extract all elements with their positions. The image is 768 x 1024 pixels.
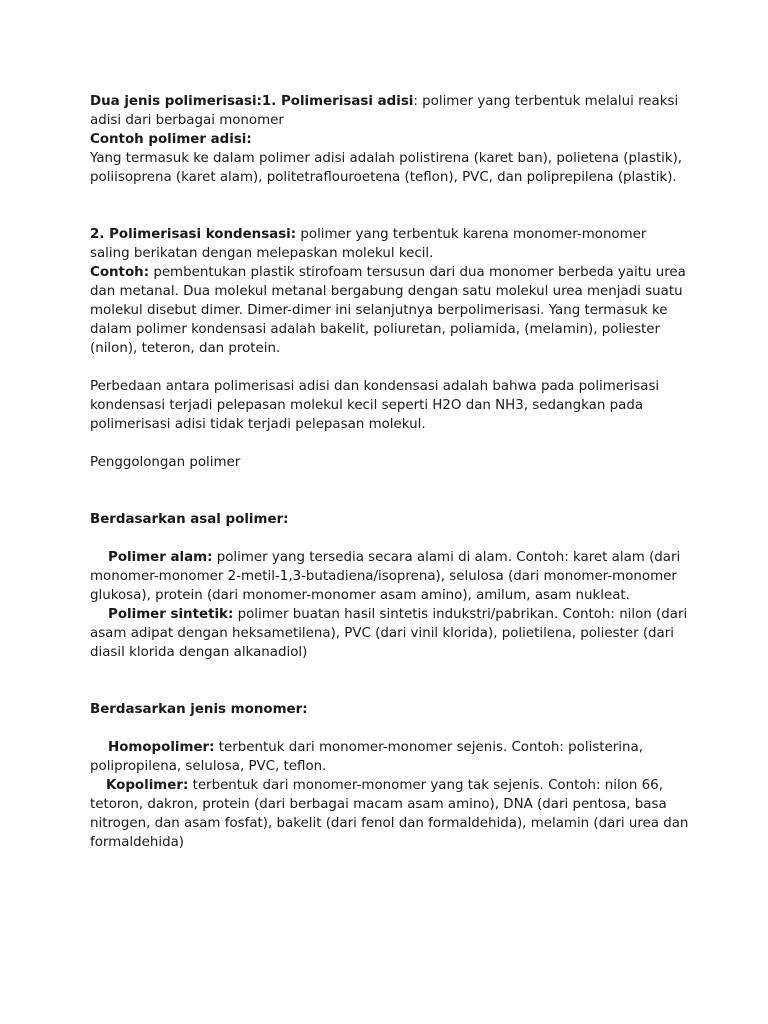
heading-berdasarkan-asal (90, 510, 690, 529)
heading-dua-jenis-polimerisasi: Dua jenis polimerisasi:1. Polimerisasi adisi (90, 94, 414, 109)
paragraph-homopolimer (90, 738, 690, 776)
paragraph-polimer-alam (90, 548, 690, 605)
spacer (90, 472, 690, 510)
spacer (90, 719, 690, 738)
label-polimer-alam: Polimer alam: (108, 550, 213, 565)
paragraph-contoh-adisi: Yang termasuk ke dalam polimer adisi adalah polistirena (karet ban), polietena (plastik), poliisoprena (karet alam), politetraflouroetena (teflon), PVC, dan poliprepilena (plastik). (90, 151, 687, 185)
spacer (90, 434, 690, 453)
heading-asal-text: Berdasarkan asal polimer: (90, 512, 289, 527)
paragraph-polimerisasi-adisi (90, 92, 690, 130)
spacer (90, 358, 690, 377)
paragraph-polimer-sintetik (90, 605, 690, 662)
heading-polimerisasi-kondensasi: 2. Polimerisasi kondensasi: (90, 227, 297, 242)
label-homopolimer: Homopolimer: (108, 740, 215, 755)
homopolimer-text: terbentuk dari monomer-monomer sejenis. Contoh: polisterina, polipropilena, selulosa, PVC, teflon. (90, 740, 648, 774)
polimer-sintetik-text: polimer buatan hasil sintetis indukstri/pabrikan. Contoh: nilon (dari asam adipat dengan heksametilena), PVC (dari vinil klorida), polietilena, poliester (dari diasil klorida dengan alkanadiol) (90, 607, 692, 660)
heading-berdasarkan-jenis-monomer (90, 700, 690, 719)
spacer (90, 529, 690, 548)
document-page (90, 92, 693, 852)
heading-contoh-polimer-adisi: Contoh polimer adisi: (90, 132, 252, 147)
heading-jenis-monomer-text: Berdasarkan jenis monomer: (90, 702, 308, 717)
paragraph-penggolongan: Penggolongan polimer (90, 455, 241, 470)
paragraph-polimerisasi-kondensasi (90, 225, 690, 263)
label-polimer-sintetik: Polimer sintetik: (108, 607, 234, 622)
paragraph-contoh-adisi-heading (90, 130, 690, 149)
spacer (90, 662, 690, 700)
polimer-alam-text: polimer yang tersedia secara alami di alam. Contoh: karet alam (dari monomer-monomer 2-metil-1,3-butadiena/isoprena), selulosa (dari monomer-monomer glukosa), protein (dari monomer-monomer asam amino), amilum, asam nukleat. (90, 550, 685, 603)
definition-kondensasi: polimer yang terbentuk karena monomer-monomer saling berikatan dengan melepaskan molekul kecil. (90, 227, 651, 261)
label-kopolimer: Kopolimer: (106, 778, 189, 793)
contoh-kondensasi-text: pembentukan plastik stirofoam tersusun dari dua monomer berbeda yaitu urea dan metanal. Dua molekul metanal bergabung dengan satu molekul urea menjadi suatu molekul disebut dimer. Dimer-dimer ini selanjutnya berpolimerisasi. Yang termasuk ke dalam polimer kondensasi adalah bakelit, poliuretan, poliamida, (melamin), poliester (nilon), teteron, dan protein. (90, 265, 691, 356)
definition-adisi: : polimer yang terbentuk melalui reaksi adisi dari berbagai monomer (90, 94, 683, 128)
spacer (90, 187, 690, 225)
paragraph-kopolimer (90, 776, 693, 852)
label-contoh: Contoh: (90, 265, 150, 280)
paragraph-perbedaan: Perbedaan antara polimerisasi adisi dan kondensasi adalah bahwa pada polimerisasi kondensasi terjadi pelepasan molekul kecil seperti H2O dan NH3, sedangkan pada polimerisasi adisi tidak terjadi pelepasan molekul. (90, 379, 664, 432)
paragraph-contoh-kondensasi (90, 263, 690, 358)
kopolimer-text: terbentuk dari monomer-monomer yang tak sejenis. Contoh: nilon 66, tetoron, dakron, protein (dari berbagai macam asam amino), DNA (dari pentosa, basa nitrogen, dan asam fosfat), bakelit (dari fenol dan formaldehida), melamin (dari urea dan formaldehida) (90, 778, 693, 850)
